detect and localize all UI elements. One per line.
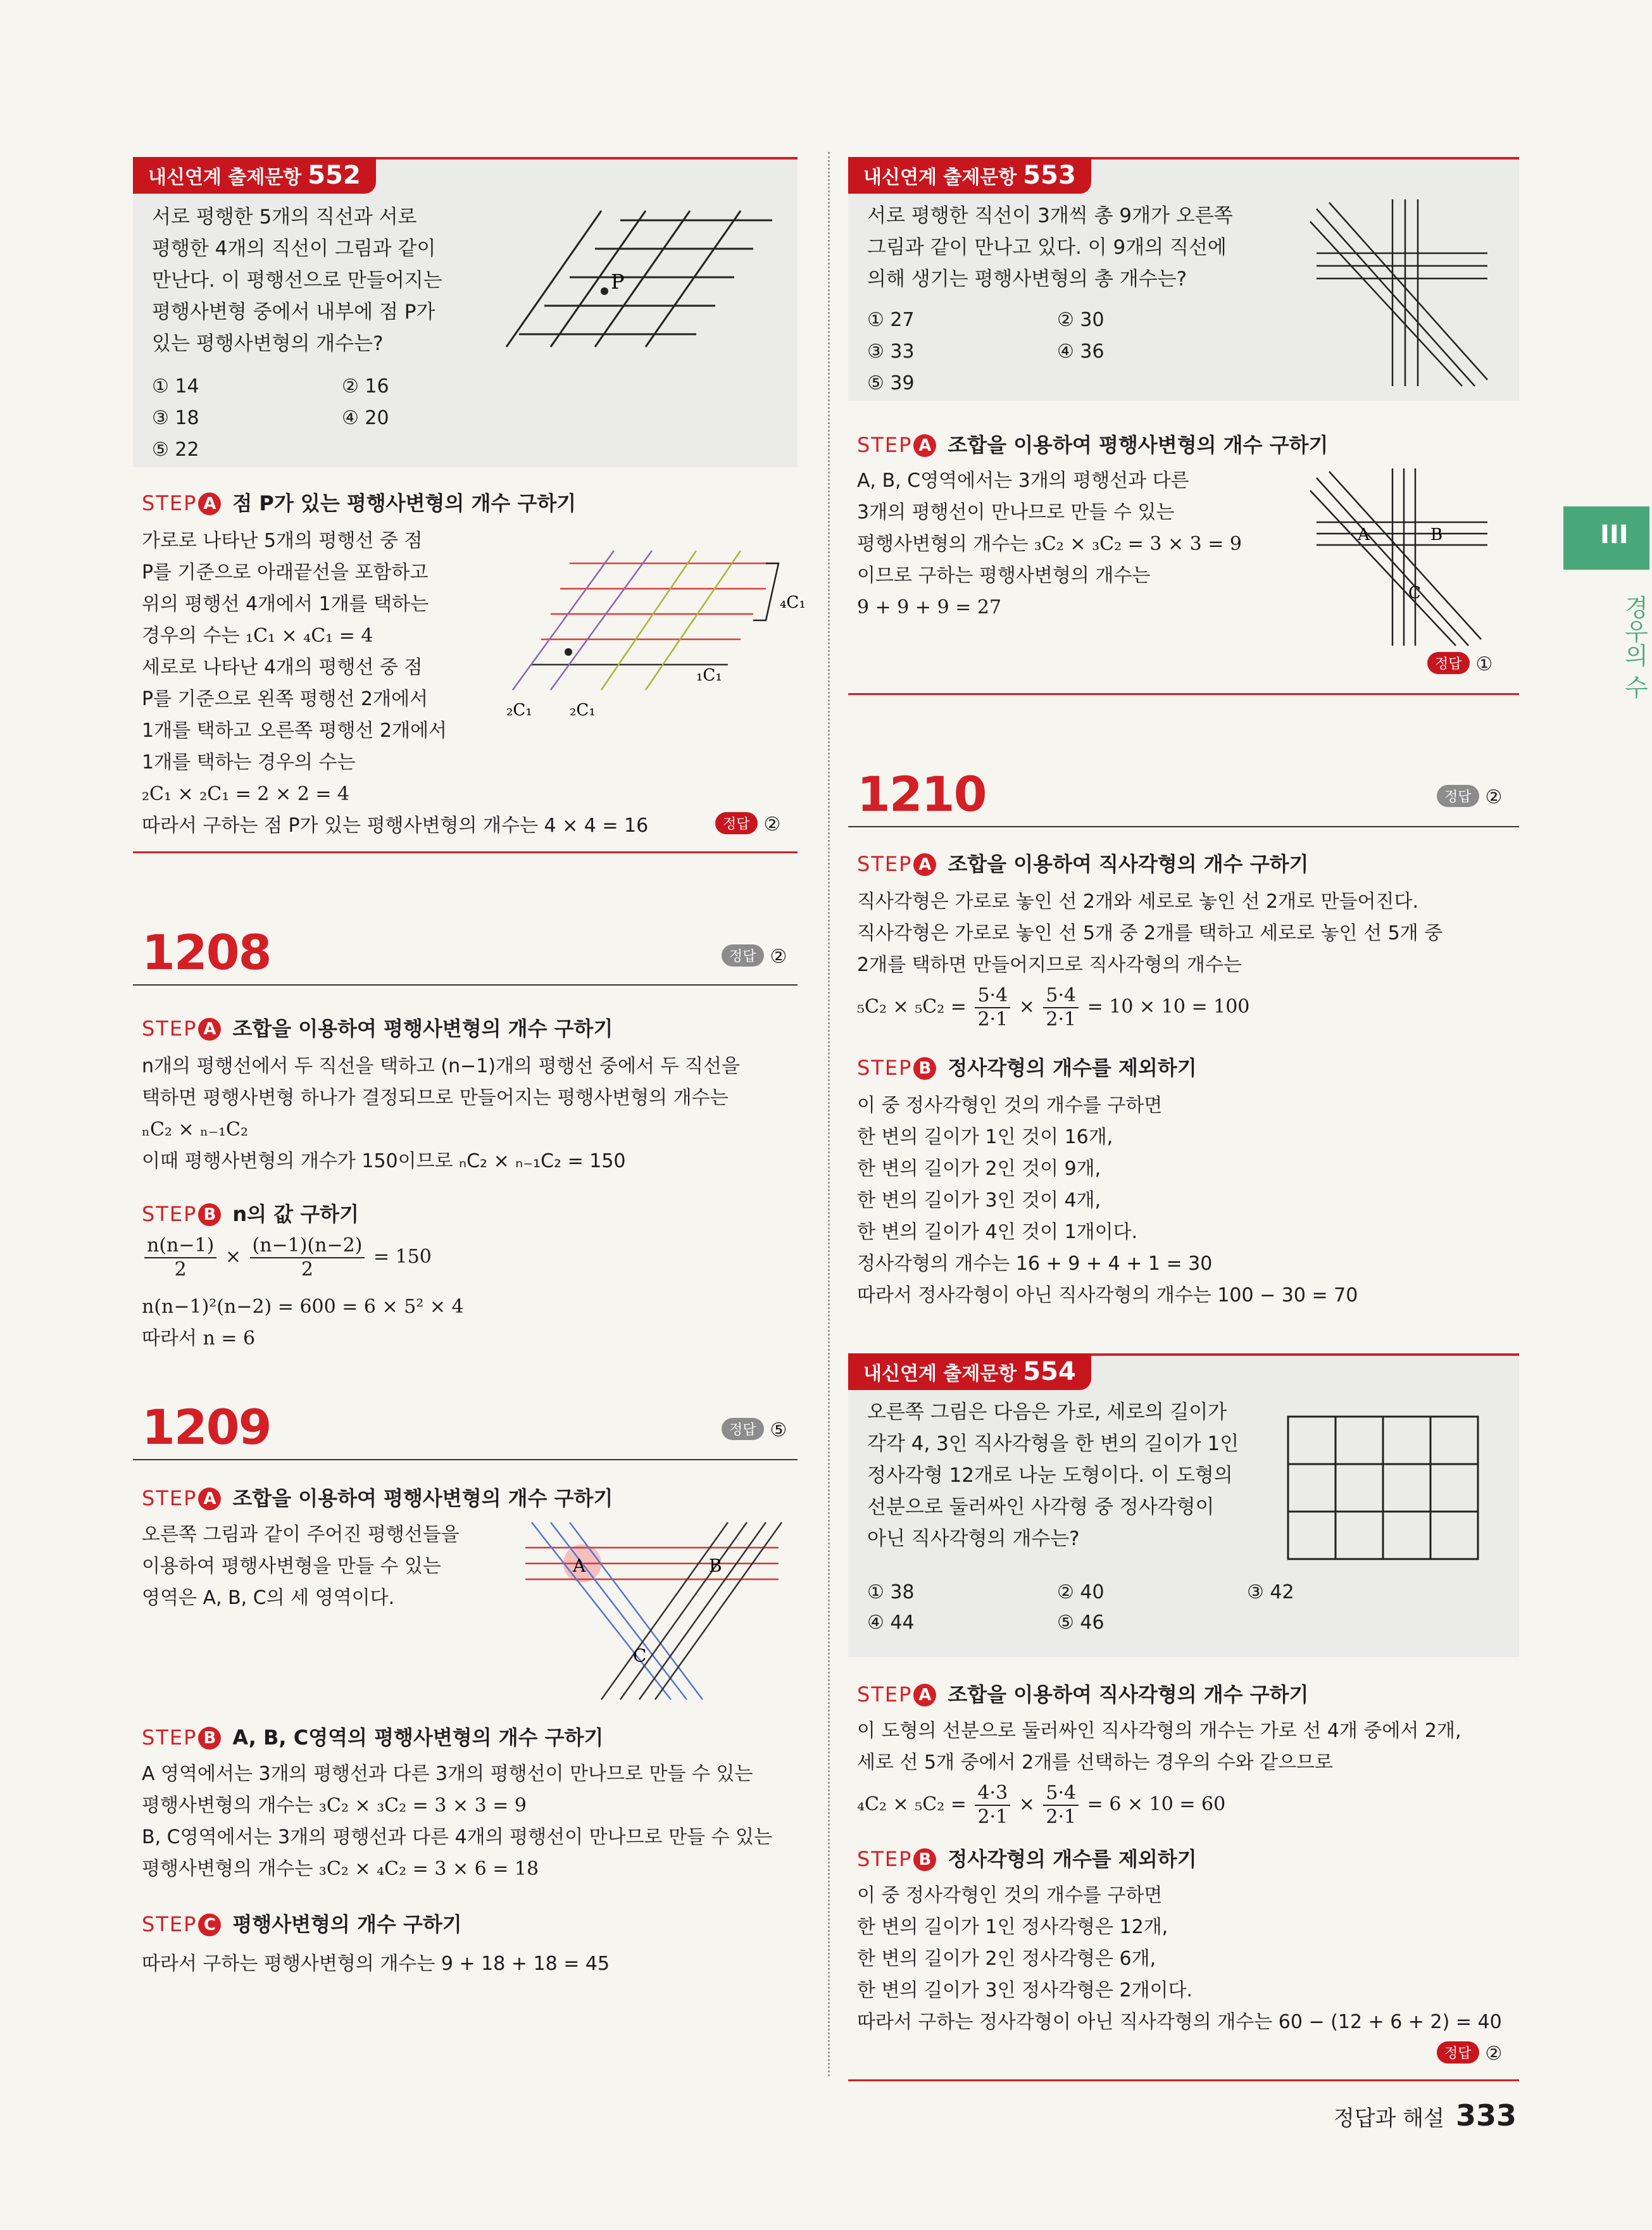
choice-3: ③ 18	[152, 407, 199, 429]
answer-1210: 정답 ②	[1437, 785, 1502, 808]
nine-lines-labeled-figure	[1304, 465, 1494, 649]
equation-1210: ₅C₂ × ₅C₂ = $\frac{5\cdot 4}{2\cdot 1}$ × $\frac{5\cdot 4}{2\cdot 1}$ = 10 × 10 = 100	[857, 984, 1250, 1030]
step-b-1208: STEP B n의 값 구하기	[142, 1202, 359, 1226]
solution-554-a: 이 도형의 선분으로 둘러싸인 직사각형의 개수는 가로 선 4개 중에서 2개, 세로 선 5개 중에서 2개를 선택하는 경우의 수와 같으므로	[857, 1720, 1461, 1774]
fig-label-a: A	[1358, 525, 1370, 544]
solution-1209-c: 따라서 구하는 평행사변형의 개수는 9 + 18 + 18 = 45	[142, 1953, 610, 1975]
solution-1208-a: n개의 평행선에서 두 직선을 택하고 (n−1)개의 평행선 중에서 두 직선을 택하면 평행사변형 하나가 결정되므로 만들어지는 평행사변형의 개수는 ₙC₂ × ₙ₋₁C₂ 이때 평행사변형의 개수가 150이므로 ₙC₂ × ₙ₋₁C₂ = 150	[142, 1055, 740, 1172]
chapter-tab: III	[1563, 506, 1649, 570]
choice-1: ① 14	[152, 375, 199, 398]
choice-4: ④ 44	[867, 1612, 915, 1634]
step-a-553: STEP A 조합을 이용하여 평행사변형의 개수 구하기	[857, 433, 1329, 457]
choice-3: ③ 42	[1247, 1581, 1294, 1603]
solution-1209-b: A 영역에서는 3개의 평행선과 다른 3개의 평행선이 만나므로 만들 수 있는 평행사변형의 개수는 ₃C₂ × ₃C₂ = 3 × 3 = 9 B, C영역에서는 3개의 평행선과 다른 4개의 평행선이 만나므로 만들 수 있는 평행사변형의 개수는 ₃C₂ × ₄C₂ = 3 × 6 = 18	[142, 1763, 773, 1880]
svg-text:P: P	[611, 270, 625, 294]
fig-label-c: C	[1408, 584, 1421, 603]
section-divider	[848, 2079, 1519, 2081]
step-b-1210: STEP B 정사각형의 개수를 제외하기	[857, 1056, 1197, 1080]
choice-2: ② 40	[1057, 1581, 1104, 1603]
step-a-1209: STEP A 조합을 이용하여 평행사변형의 개수 구하기	[142, 1486, 613, 1510]
v-shaped-lines-figure	[519, 1516, 785, 1706]
answer-553: 정답 ①	[1427, 652, 1492, 675]
page-number: 333	[1455, 2098, 1517, 2133]
step-a-552: STEP A 점 P가 있는 평행사변형의 개수 구하기	[142, 491, 577, 515]
solution-552: 가로로 나타난 5개의 평행선 중 점 P를 기준으로 아래끝선을 포함하고 위의 평행선 4개에서 1개를 택하는 경우의 수는 ₁C₁ × ₄C₁ = 4 세로로 나타난 4개의 평행선 중 점 P를 기준으로 왼쪽 평행선 2개에서 1개를 택하고 오른쪽 평행선 2개에서 1개를 택하는 경우의 수는 ₂C₁ × ₂C₁ = 2 × 2 = 4 따라서 구하는 점 P가 있는 평행사변형의 개수는 4 × 4 = 16	[142, 530, 649, 837]
solution-553: A, B, C영역에서는 3개의 평행선과 다른 3개의 평행선이 만나므로 만들 수 있는 평행사변형의 개수는 ₃C₂ × ₃C₂ = 3 × 3 = 9 이므로 구하는 평행사변형의 개수는 9 + 9 + 9 = 27	[857, 470, 1242, 618]
problem-rule	[133, 1459, 798, 1460]
equation-1208: $\frac{n(n-1)}{2}$ × $\frac{(n-1)(n-2)}{2}$ = 150	[142, 1234, 432, 1281]
problem-text: 서로 평행한 직선이 3개씩 총 9개가 오른쪽 그림과 같이 만나고 있다. 이 9개의 직선에 의해 생기는 평행사변형의 총 개수는?	[867, 204, 1233, 291]
step-b-1209: STEP B A, B, C영역의 평행사변형의 개수 구하기	[142, 1726, 604, 1750]
fig-label-b: B	[709, 1555, 722, 1576]
solution-1209-a: 오른쪽 그림과 같이 주어진 평행선들을 이용하여 평행사변형을 만들 수 있는 영역은 A, B, C의 세 영역이다.	[142, 1524, 460, 1609]
problem-tag: 내신연계 출제문항 554	[848, 1353, 1091, 1390]
fig-label-a: A	[573, 1555, 586, 1576]
section-divider	[848, 693, 1519, 695]
choice-1: ① 38	[867, 1581, 915, 1603]
problem-tag: 내신연계 출제문항 553	[848, 157, 1091, 194]
choice-5: ⑤ 46	[1057, 1612, 1104, 1634]
page-footer	[1334, 2098, 1517, 2133]
choice-4: ④ 36	[1057, 341, 1104, 363]
problem-number-1208: 1208	[142, 924, 271, 980]
colored-lines-figure	[487, 544, 806, 728]
equation-554: ₄C₂ × ₅C₂ = $\frac{4\cdot 3}{2\cdot 1}$ × $\frac{5\cdot 4}{2\cdot 1}$ = 6 × 10 = 60	[857, 1782, 1226, 1828]
chapter-label: 경우의 수	[1620, 595, 1648, 699]
answer-1209: 정답 ⑤	[722, 1418, 787, 1441]
fig-label: ₂C₁	[506, 701, 532, 720]
step-a-1210: STEP A 조합을 이용하여 직사각형의 개수 구하기	[857, 852, 1309, 876]
choice-2: ② 16	[342, 375, 389, 398]
fig-label: ₁C₁	[696, 666, 722, 685]
choice-1: ① 27	[867, 309, 915, 331]
choice-3: ③ 33	[867, 341, 915, 363]
problem-number-1210: 1210	[857, 766, 986, 822]
fig-label-b: B	[1430, 525, 1443, 544]
grid-4x3-figure	[1282, 1410, 1484, 1562]
point-p	[601, 287, 608, 295]
step-c-1209: STEP C 평행사변형의 개수 구하기	[142, 1912, 462, 1936]
nine-lines-figure	[1304, 196, 1494, 392]
fig-label-c: C	[633, 1645, 647, 1666]
choice-4: ④ 20	[342, 407, 389, 429]
problem-rule	[133, 984, 798, 986]
solution-554-b: 이 중 정사각형인 것의 개수를 구하면 한 변의 길이가 1인 정사각형은 12개, 한 변의 길이가 2인 정사각형은 6개, 한 변의 길이가 3인 정사각형은 2개이다. 따라서 구하는 정사각형이 아닌 직사각형의 개수는 60 − (12 + 6 + 2) = 40	[857, 1884, 1502, 2033]
step-b-554: STEP B 정사각형의 개수를 제외하기	[857, 1847, 1197, 1871]
problem-552-box	[133, 157, 798, 467]
choice-2: ② 30	[1057, 309, 1104, 331]
problem-text: 서로 평행한 5개의 직선과 서로 평행한 4개의 직선이 그림과 같이 만난다. 이 평행선으로 만들어지는 평행사변형 중에서 내부에 점 P가 있는 평행사변형의 개수는?	[152, 206, 442, 355]
choice-5: ⑤ 22	[152, 439, 199, 461]
fig-label: ₂C₁	[570, 701, 596, 720]
column-divider	[828, 152, 830, 2076]
problem-rule	[848, 826, 1519, 827]
fig-label: ₄C₁	[780, 593, 806, 612]
choice-5: ⑤ 39	[867, 372, 915, 394]
solution-1210-b: 이 중 정사각형인 것의 개수를 구하면 한 변의 길이가 1인 것이 16개, 한 변의 길이가 2인 것이 9개, 한 변의 길이가 3인 것이 4개, 한 변의 길이가 4인 것이 1개이다. 정사각형의 개수는 16 + 9 + 4 + 1 = 30 따라서 정사각형이 아닌 직사각형의 개수는 100 − 30 = 70	[857, 1094, 1358, 1306]
solution-1210-a: 직사각형은 가로로 놓인 선 2개와 세로로 놓인 선 2개로 만들어진다. 직사각형은 가로로 놓인 선 5개 중 2개를 택하고 세로로 놓인 선 5개 중 2개를 택하면 만들어지므로 직사각형의 개수는	[857, 891, 1443, 976]
footer-label: 정답과 해설	[1333, 2106, 1444, 2131]
step-a-554: STEP A 조합을 이용하여 직사각형의 개수 구하기	[857, 1682, 1309, 1707]
problem-554-box	[848, 1353, 1519, 1657]
problem-number-1209: 1209	[142, 1399, 271, 1455]
answer-1208: 정답 ②	[722, 944, 787, 968]
step-a-1208: STEP A 조합을 이용하여 평행사변형의 개수 구하기	[142, 1017, 613, 1041]
answer-552: 정답 ②	[715, 812, 780, 836]
section-divider	[133, 851, 798, 853]
answer-554: 정답 ②	[1437, 2041, 1502, 2065]
solution-1208-b: n(n−1)²(n−2) = 600 = 6 × 5² × 4 따라서 n = 6	[142, 1296, 464, 1350]
parallel-lines-figure	[487, 208, 791, 366]
problem-text: 오른쪽 그림은 다음은 가로, 세로의 길이가 각각 4, 3인 직사각형을 한 변의 길이가 1인 정사각형 12개로 나눈 도형이다. 이 도형의 선분으로 둘러싸인 사각형 중 정사각형이 아닌 직사각형의 개수는?	[867, 1401, 1239, 1550]
problem-tag: 내신연계 출제문항 552	[133, 157, 376, 194]
